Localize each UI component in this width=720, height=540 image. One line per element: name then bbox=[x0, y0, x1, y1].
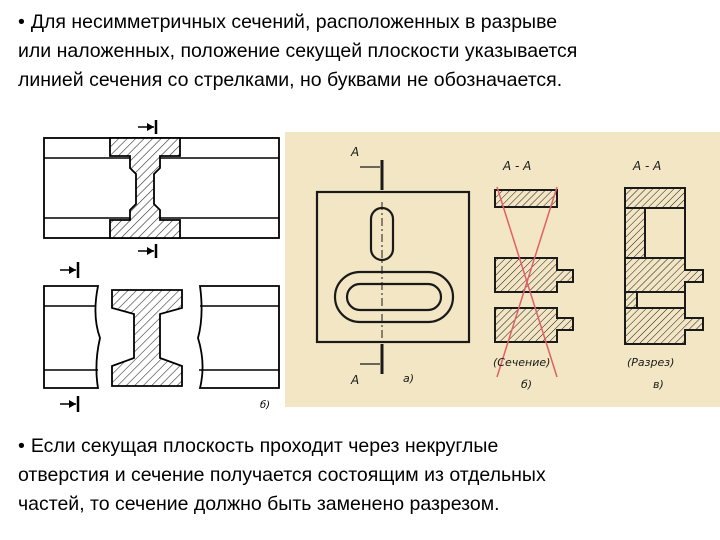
view-letter-bottom: A bbox=[351, 373, 360, 387]
caption-c: (Разрез) bbox=[627, 356, 675, 369]
section-vs-cut-figure bbox=[285, 132, 720, 407]
break-i-section bbox=[112, 290, 182, 386]
beam-part-right bbox=[198, 286, 279, 388]
paragraph-noncircular-holes bbox=[18, 432, 718, 519]
break-arrow-top bbox=[60, 262, 78, 278]
paragraph-line: линией сечения со стрелками, но буквами не обозначается. bbox=[18, 69, 563, 91]
view-letter-top: A bbox=[351, 145, 360, 159]
paragraph-line bbox=[18, 8, 718, 37]
paragraph-line-text: Для несимметричных сечений, расположенных в разрыве bbox=[30, 11, 558, 33]
section-in-break-view bbox=[44, 262, 279, 412]
section-arrow-bottom bbox=[138, 244, 156, 258]
paragraph-line-text: Если секущая плоскость проходит через некруглые bbox=[30, 435, 499, 457]
caption-b-letter: б) bbox=[521, 378, 533, 391]
overlaid-section-view bbox=[44, 120, 279, 258]
paragraph-line: частей, то сечение должно быть заменено разрезом. bbox=[18, 493, 500, 515]
paragraph-line: или наложенных, положение секущей плоскости указывается bbox=[18, 40, 578, 62]
paragraph-line: отверстия и сечение получается состоящим из отдельных bbox=[18, 464, 546, 486]
section-arrow-top bbox=[138, 120, 156, 134]
break-arrow-bottom bbox=[60, 396, 78, 412]
section-title-c: А - А bbox=[633, 159, 662, 173]
caption-c-letter: в) bbox=[653, 378, 664, 391]
caption-b: (Сечение) bbox=[493, 356, 551, 369]
paragraph-line bbox=[18, 432, 718, 461]
caption-a: а) bbox=[403, 372, 415, 385]
section-title-b: А - А bbox=[503, 159, 532, 173]
i-beam-sections-figure bbox=[30, 108, 285, 418]
bullet: • bbox=[18, 435, 25, 457]
paragraph-asymmetric-sections bbox=[18, 8, 718, 95]
subfig-label: б) bbox=[260, 400, 271, 411]
cut-top-flange bbox=[625, 188, 685, 208]
bullet: • bbox=[18, 11, 25, 33]
beam-part-left bbox=[44, 286, 100, 388]
section-part-top bbox=[495, 190, 557, 207]
